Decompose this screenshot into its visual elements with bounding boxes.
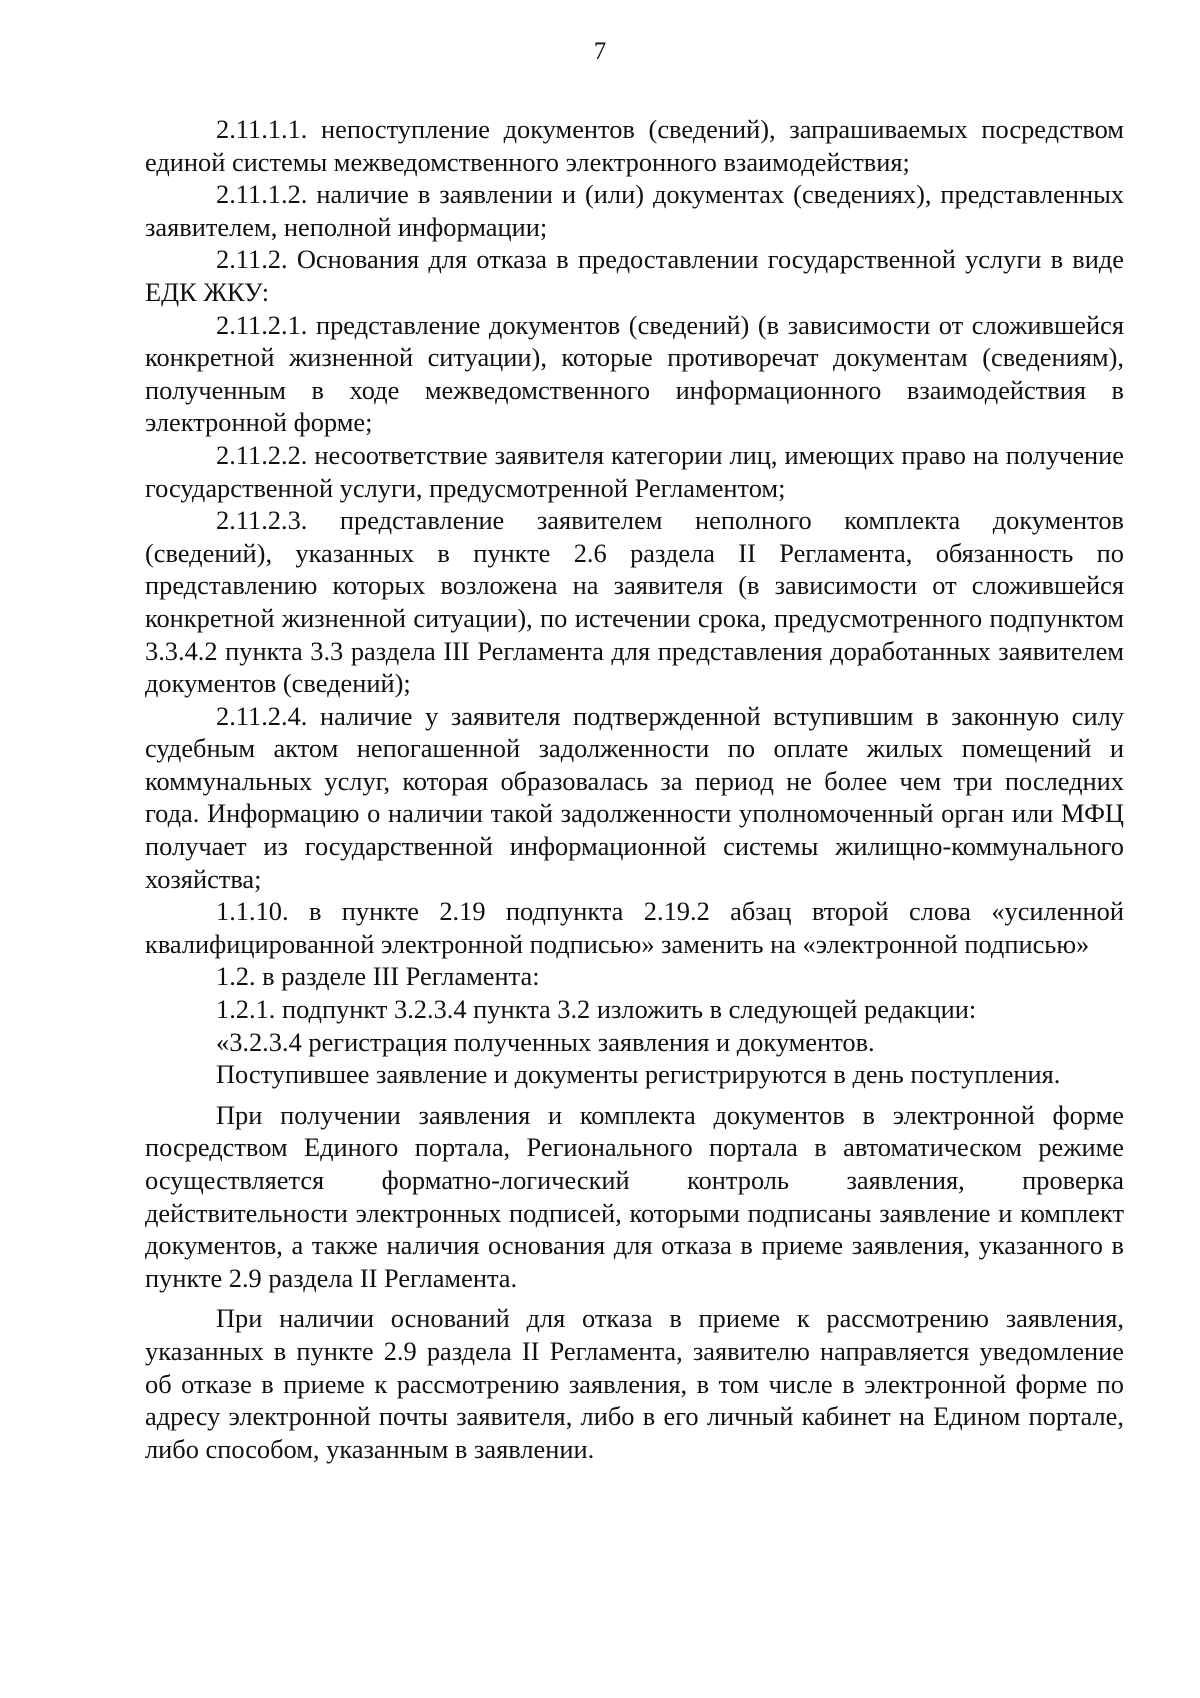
page-number: 7 [593,38,607,65]
paragraph-1-2: 1.2. в разделе III Регламента: [216,961,540,992]
paragraph-2-11-2: 2.11.2. Основания для отказа в предоставлении государственной услуги в виде ЕДК ЖКУ: [145,244,1124,307]
paragraph-3-2-3-4: «3.2.3.4 регистрация полученных заявления и документов. [216,1026,875,1057]
paragraph-2-11-1-2: 2.11.1.2. наличие в заявлении и (или) документах (сведениях), представленных заявителем, неполной информации; [145,179,1124,242]
paragraph-2-11-2-4: 2.11.2.4. наличие у заявителя подтвержденной вступившим в законную силу судебным актом непогашенной задолженности по оплате жилых помещений и коммунальных услуг, которая образовалась за период не более чем три последних года. Информацию о наличии такой задолженности уполномоченный орган или МФЦ получает из государственной информационной системы жилищно-коммунального хозяйства; [145,700,1124,894]
paragraph-2-11-1-1: 2.11.1.1. непоступление документов (сведений), запрашиваемых посредством единой системы межведомственного электронного взаимодействия; [145,114,1124,177]
paragraph-1-2-1: 1.2.1. подпункт 3.2.3.4 пункта 3.2 изложить в следующей редакции: [216,994,977,1025]
paragraph-registration: Поступившее заявление и документы регистрируются в день поступления. [216,1059,1061,1090]
paragraph-2-11-2-3: 2.11.2.3. представление заявителем неполного комплекта документов (сведений), указанных в пункте 2.6 раздела II Регламента, обязанность по представлению которых возложена на заявителя (в зависимости от сложившейся конкретной жизненной ситуации), по истечении срока, предусмотренного подпунктом 3.3.4.2 пункта 3.3 раздела III Регламента для представления доработанных заявителем документов (сведений); [145,505,1124,699]
document-body [145,113,1124,1465]
paragraph-electronic-receipt: При получении заявления и комплекта документов в электронной форме посредством Единого портала, Регионального портала в автоматическом режиме осуществляется форматно-логический контроль заявления, проверка действительности электронных подписей, которыми подписаны заявление и комплект документов, а также наличия основания для отказа в приеме заявления, указанного в пункте 2.9 раздела II Регламента. [145,1099,1124,1293]
paragraph-refusal-notice: При наличии оснований для отказа в приеме к рассмотрению заявления, указанных в пункте 2.9 раздела II Регламента, заявителю направляется уведомление об отказе в приеме к рассмотрению заявления, в том числе в электронной форме по адресу электронной почты заявителя, либо в его личный кабинет на Едином портале, либо способом, указанным в заявлении. [145,1303,1124,1464]
paragraph-1-1-10: 1.1.10. в пункте 2.19 подпункта 2.19.2 абзац второй слова «усиленной квалифицированной электронной подписью» заменить на «электронной подписью» [145,896,1124,959]
paragraph-2-11-2-1: 2.11.2.1. представление документов (сведений) (в зависимости от сложившейся конкретной жизненной ситуации), которые противоречат документам (сведениям), полученным в ходе межведомственного информационного взаимодействия в электронной форме; [145,309,1124,438]
paragraph-2-11-2-2: 2.11.2.2. несоответствие заявителя категории лиц, имеющих право на получение государственной услуги, предусмотренной Регламентом; [145,439,1124,503]
